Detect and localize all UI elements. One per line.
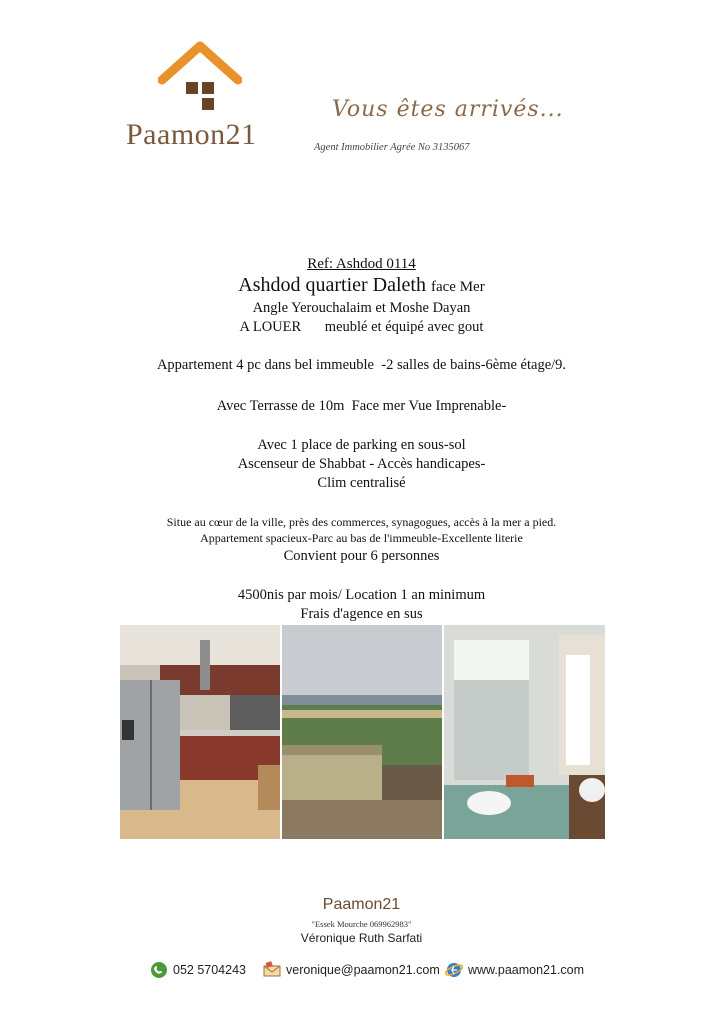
globe-icon bbox=[445, 961, 463, 979]
listing-fees: Frais d'agence en sus bbox=[300, 606, 423, 622]
house-logo-icon bbox=[158, 40, 242, 120]
listing-capacity: Convient pour 6 personnes bbox=[283, 548, 440, 564]
phone-icon bbox=[150, 961, 168, 979]
rent-status: A LOUER bbox=[239, 319, 302, 335]
contact-phone[interactable] bbox=[150, 960, 246, 980]
website-url: www.paamon21.com bbox=[468, 963, 585, 977]
listing-apartment: Appartement 4 pc dans bel immeuble -2 salles de bains-6ème étage/9. bbox=[156, 357, 567, 373]
agent-license: Agent Immobilier Agrée No 3135067 bbox=[314, 142, 470, 153]
slogan: Vous êtes arrivés... bbox=[332, 97, 564, 122]
listing-clim: Clim centralisé bbox=[317, 475, 406, 491]
envelope-icon bbox=[263, 961, 281, 979]
listing-rent-line bbox=[0, 319, 723, 336]
listing-title bbox=[0, 274, 723, 297]
listing-title-main: Ashdod quartier Daleth bbox=[238, 274, 426, 296]
footer-person: Véronique Ruth Sarfati bbox=[300, 931, 423, 945]
rent-detail: meublé et équipé avec gout bbox=[324, 319, 484, 335]
listing-ref: Ref: Ashdod 0114 bbox=[307, 256, 416, 272]
phone-number: 052 5704243 bbox=[173, 963, 246, 977]
kitchen-photo bbox=[120, 625, 280, 839]
logo-name: Paamon21 bbox=[126, 118, 257, 151]
bathroom-photo bbox=[444, 625, 605, 839]
listing-spacious: Appartement spacieux-Parc au bas de l'immeuble-Excellente literie bbox=[200, 531, 523, 545]
contact-website[interactable] bbox=[445, 960, 584, 980]
email-address: veronique@paamon21.com bbox=[286, 963, 440, 977]
listing-elevator: Ascenseur de Shabbat - Accès handicapes- bbox=[237, 456, 486, 472]
footer-brand: Paamon21 bbox=[322, 896, 401, 913]
footer-essek: "Essek Mourche 069962983" bbox=[311, 919, 412, 929]
listing-location: Angle Yerouchalaim et Moshe Dayan bbox=[252, 300, 471, 316]
listing-price: 4500nis par mois/ Location 1 an minimum bbox=[237, 587, 486, 603]
listing-title-suffix: face Mer bbox=[431, 279, 485, 295]
listing-terrace: Avec Terrasse de 10m Face mer Vue Imprenable- bbox=[216, 398, 507, 414]
contact-email[interactable] bbox=[263, 960, 440, 980]
balcony-sea-view-photo bbox=[282, 625, 442, 839]
listing-situation: Situe au cœur de la ville, près des commerces, synagogues, accès à la mer a pied. bbox=[166, 515, 557, 529]
listing-parking: Avec 1 place de parking en sous-sol bbox=[257, 437, 466, 453]
